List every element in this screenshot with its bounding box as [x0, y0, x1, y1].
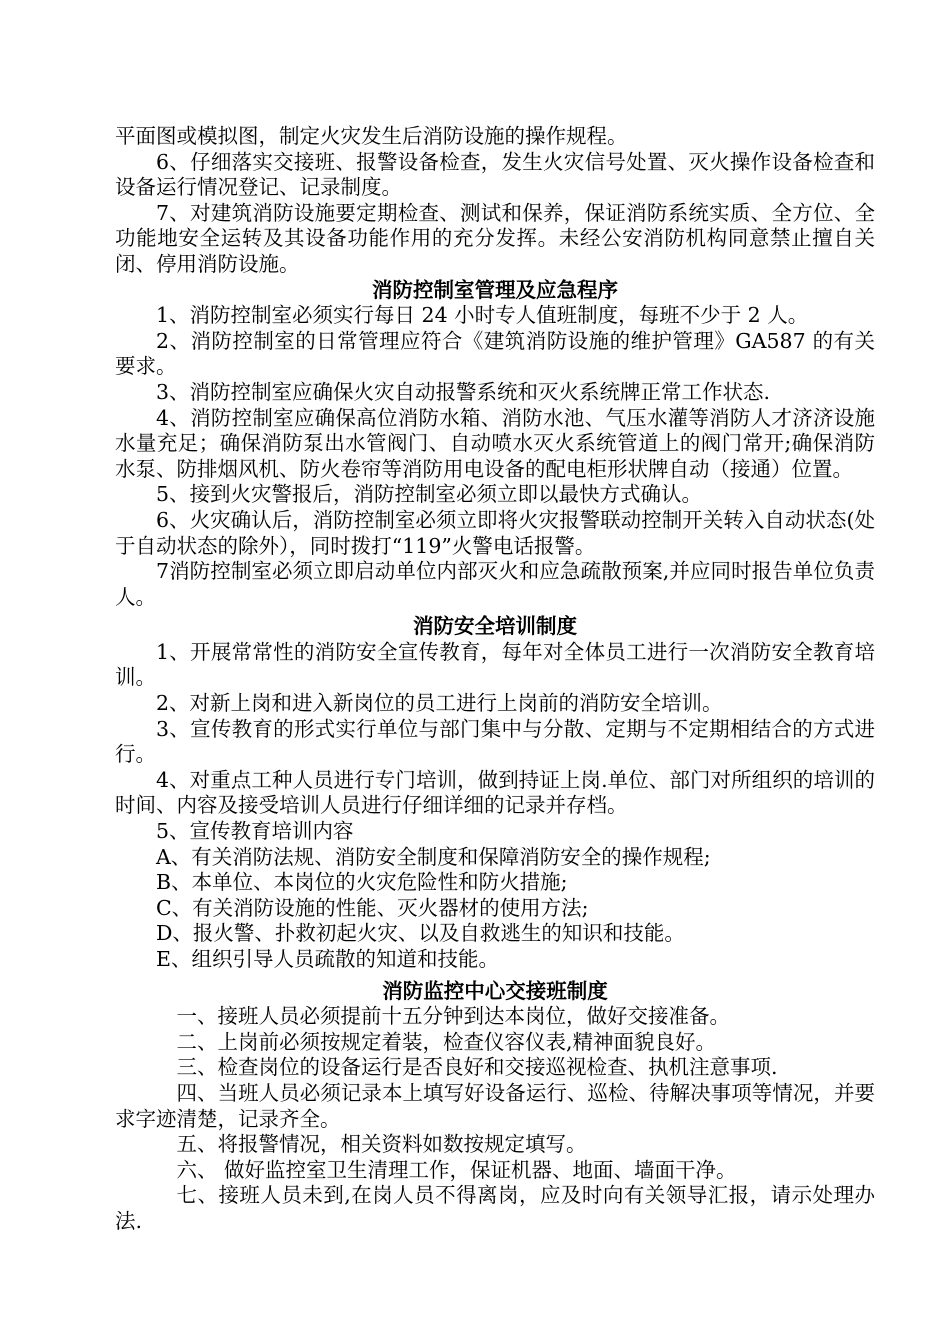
section-fire-facilities — [115, 124, 875, 278]
paragraph: 4、消防控制室应确保高位消防水箱、消防水池、气压水灌等消防人才济济设施水量充足；确保消防泵出水管阀门、自动喷水灭火系统管道上的阀门常开;确保消防水泵、防排烟风机、防火卷帘等消防用电设备的配电柜形状牌自动（接通）位置。 — [115, 405, 875, 481]
paragraph: 5、宣传教育培训内容 — [156, 819, 354, 844]
section-title: 消防安全培训制度 — [413, 614, 577, 639]
paragraph: 7、对建筑消防设施要定期检查、测试和保养，保证消防系统实质、全方位、全功能地安全运转及其设备功能作用的充分发挥。未经公安消防机构同意禁止擅自关闭、停用消防设施。 — [115, 200, 875, 276]
list-item: D、报火警、扑救初起火灾、以及自救逃生的知识和技能。 — [156, 921, 685, 946]
section-title: 消防控制室管理及应急程序 — [372, 277, 618, 302]
section-handover — [115, 973, 875, 1235]
paragraph: 4、对重点工种人员进行专门培训，做到持证上岗.单位、部门对所组织的培训的时间、内容及接受培训人员进行仔细详细的记录并存档。 — [115, 767, 875, 818]
paragraph: 6、火灾确认后，消防控制室必须立即将火灾报警联动控制开关转入自动状态(处于自动状态的除外），同时拨打“119”火警电话报警。 — [115, 507, 875, 558]
section-control-room — [115, 278, 875, 611]
list-item: B、本单位、本岗位的火灾危险性和防火措施; — [156, 870, 568, 895]
paragraph: 平面图或模拟图，制定火灾发生后消防设施的操作规程。 — [115, 124, 628, 148]
paragraph: 5、接到火灾警报后，消防控制室必须立即以最快方式确认。 — [156, 482, 703, 507]
paragraph: 五、将报警情况，相关资料如数按规定填写。 — [176, 1132, 587, 1157]
paragraph: 2、消防控制室的日常管理应符合《建筑消防设施的维护管理》GA587 的有关要求。 — [115, 328, 875, 379]
paragraph: 二、上岗前必须按规定着装，检查仪容仪表,精神面貌良好。 — [176, 1029, 717, 1054]
paragraph: 四、当班人员必须记录本上填写好设备运行、巡检、待解决事项等情况，并要求字迹清楚，记录齐全。 — [115, 1080, 875, 1131]
paragraph: 1、开展常常性的消防安全宣传教育，每年对全体员工进行一次消防安全教育培训。 — [115, 639, 875, 690]
list-item: A、有关消防法规、消防安全制度和保障消防安全的操作规程; — [156, 844, 711, 869]
paragraph: 三、检查岗位的设备运行是否良好和交接巡视检查、执机注意事项. — [176, 1055, 778, 1080]
list-item: E、组织引导人员疏散的知道和技能。 — [156, 947, 499, 971]
paragraph: 六、 做好监控室卫生清理工作，保证机器、地面、墙面干净。 — [176, 1157, 737, 1182]
section-title: 消防监控中心交接班制度 — [382, 978, 608, 1003]
paragraph: 3、宣传教育的形式实行单位与部门集中与分散、定期与不定期相结合的方式进行。 — [115, 716, 875, 767]
list-item: C、有关消防设施的性能、灭火器材的使用方法; — [156, 895, 589, 920]
paragraph: 6、仔细落实交接班、报警设备检查，发生火灾信号处置、灭火操作设备检查和设备运行情况登记、记录制度。 — [115, 149, 875, 200]
paragraph: 3、消防控制室应确保火灾自动报警系统和灭火系统牌正常工作状态. — [156, 379, 771, 404]
paragraph: 7消防控制室必须立即启动单位内部灭火和应急疏散预案,并应同时报告单位负责人。 — [115, 559, 875, 609]
section-training — [115, 610, 875, 972]
document-page — [115, 124, 875, 1235]
paragraph: 1、消防控制室必须实行每日 24 小时专人值班制度，每班不少于 2 人。 — [156, 303, 809, 328]
paragraph: 一、接班人员必须提前十五分钟到达本岗位，做好交接准备。 — [176, 1004, 730, 1029]
paragraph: 七、接班人员未到,在岗人员不得离岗，应及时向有关领导汇报，请示处理办法. — [115, 1183, 875, 1233]
paragraph: 2、对新上岗和进入新岗位的员工进行上岗前的消防安全培训。 — [156, 691, 723, 716]
